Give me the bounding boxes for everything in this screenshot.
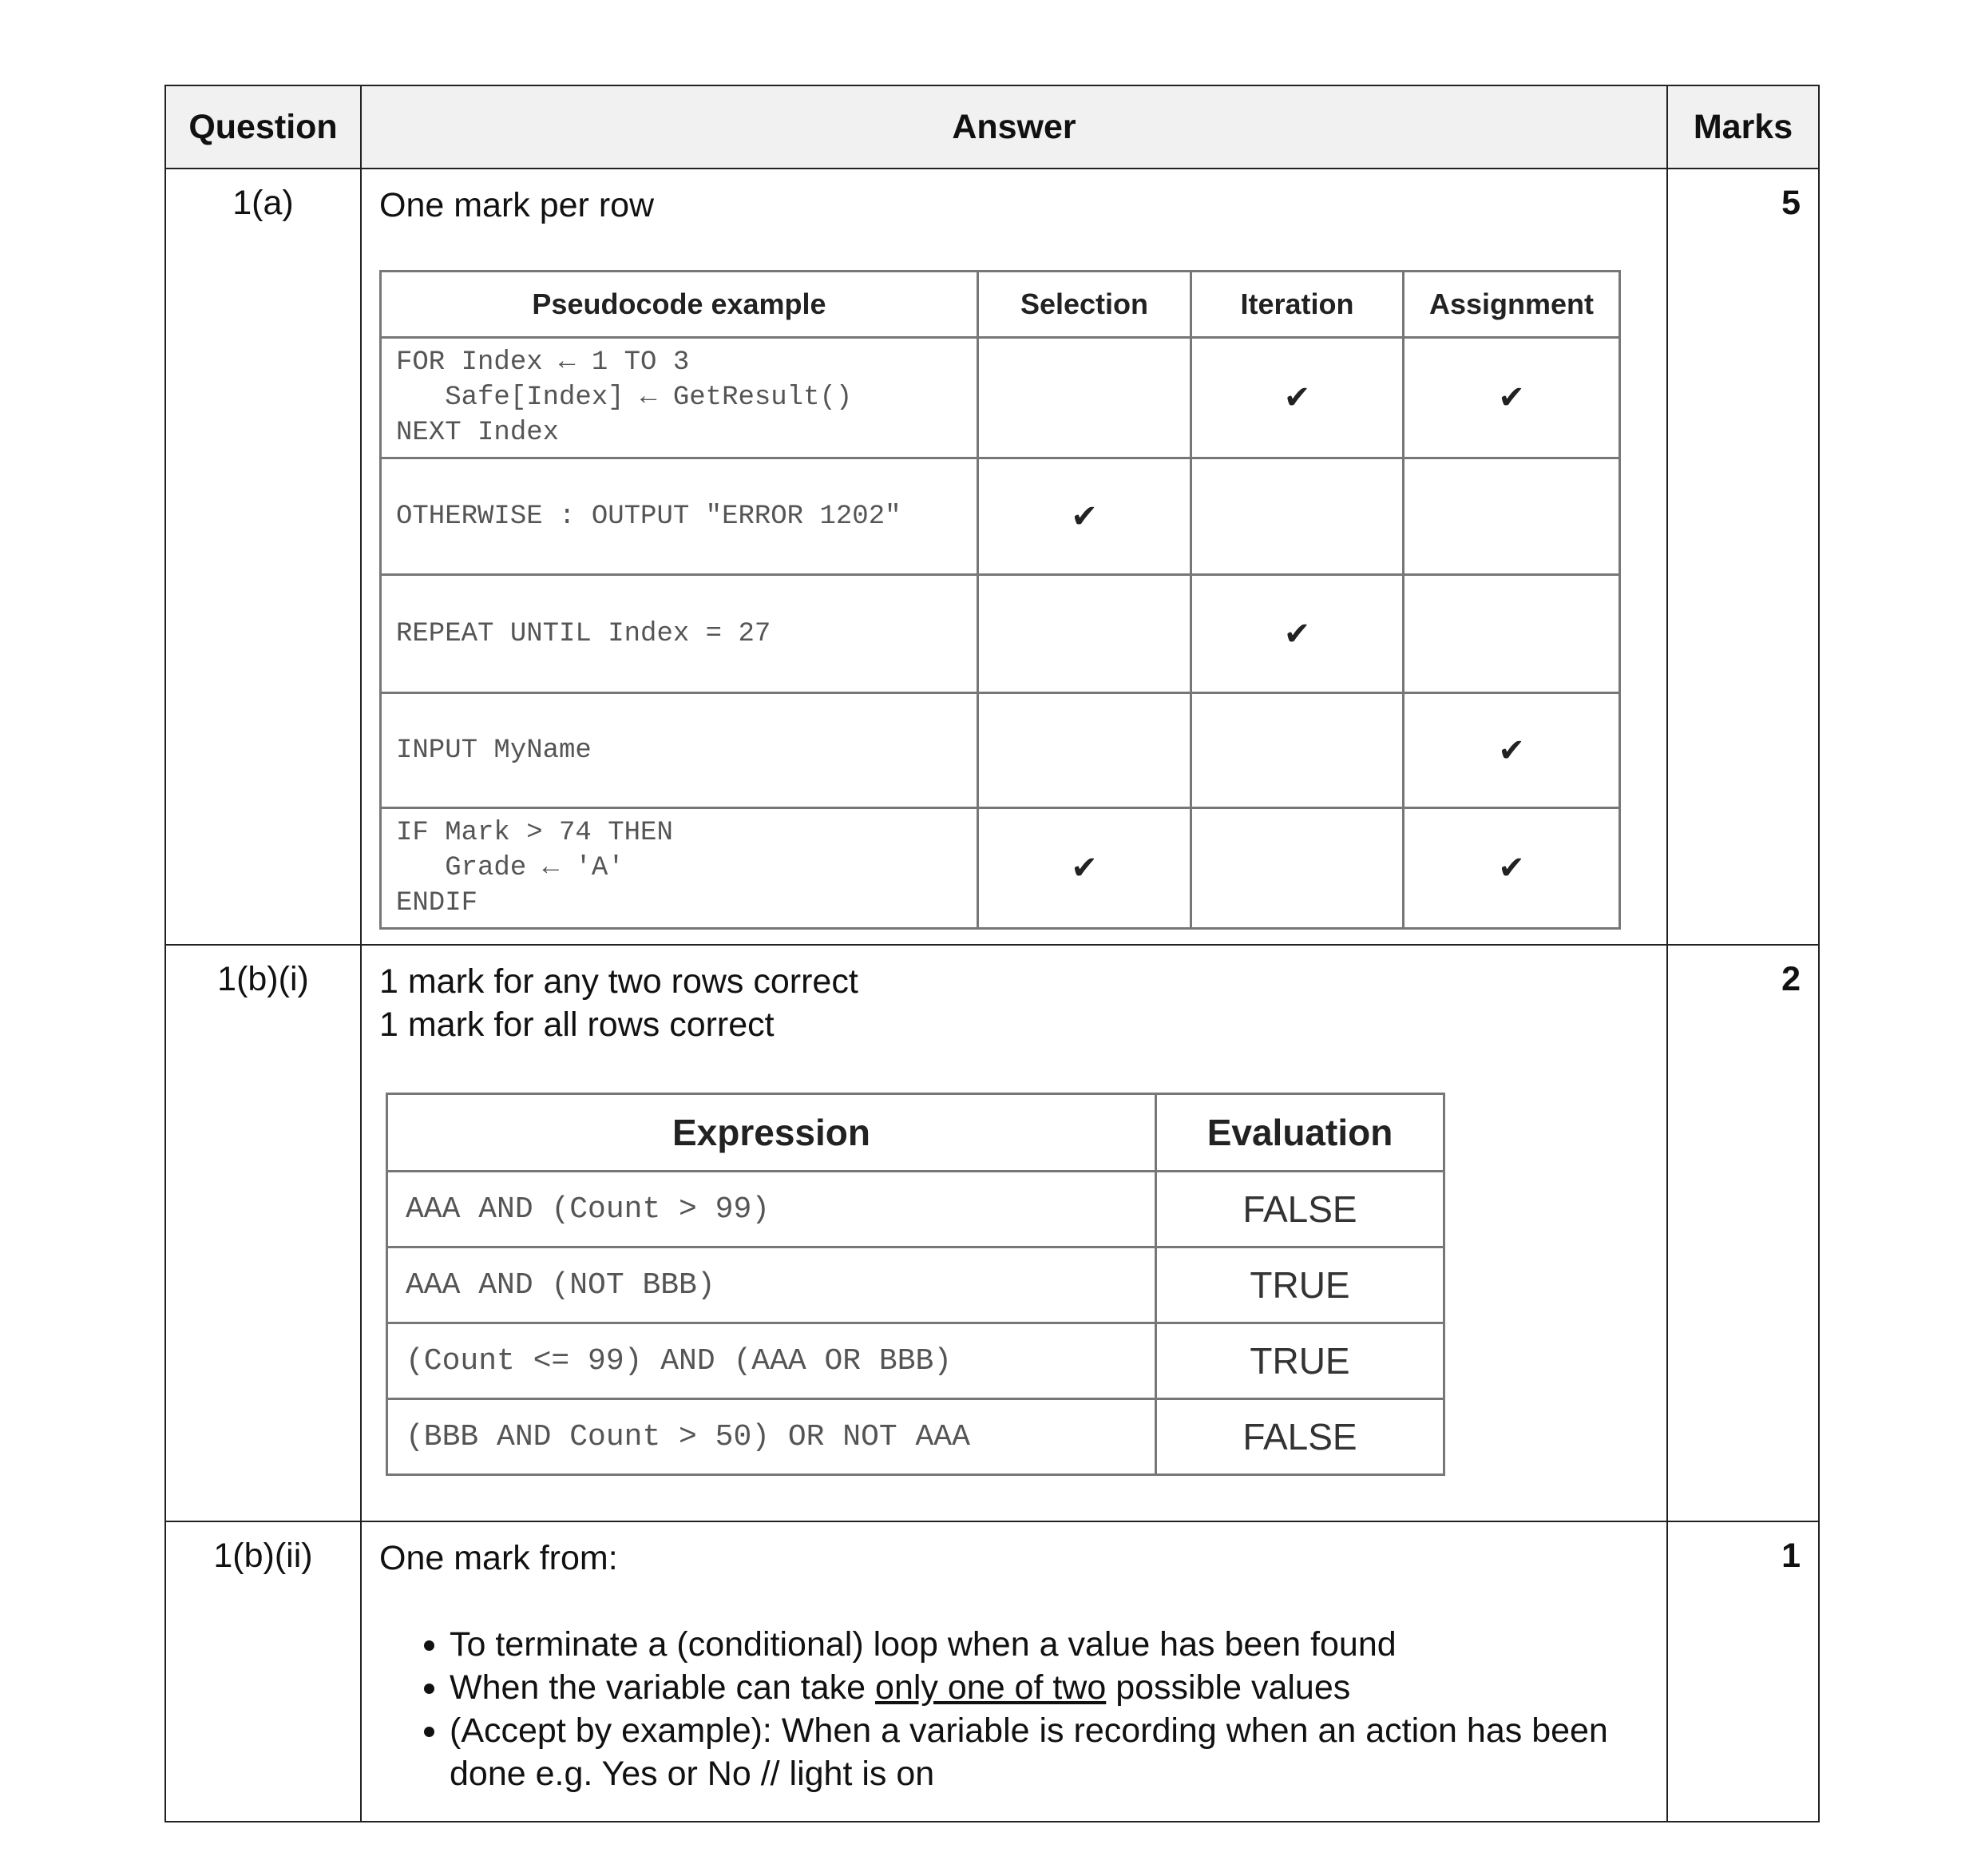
evaluation-cell: FALSE	[1156, 1399, 1444, 1475]
table-row	[381, 693, 1620, 808]
pseudocode-header-row	[381, 272, 1620, 338]
expression-cell: (Count <= 99) AND (AAA OR BBB)	[387, 1323, 1156, 1399]
answer-intro: One mark per row	[379, 186, 655, 224]
col-assignment: Assignment	[1404, 272, 1620, 338]
bullet-text: When the variable can take	[450, 1668, 876, 1707]
table-row	[387, 1172, 1444, 1247]
iteration-tick	[1191, 458, 1404, 575]
table-row	[381, 338, 1620, 458]
table-row	[387, 1399, 1444, 1475]
evaluation-cell: TRUE	[1156, 1247, 1444, 1323]
col-selection: Selection	[978, 272, 1191, 338]
answer-intro-line: 1 mark for any two rows correct	[379, 962, 858, 1001]
table-row-1bi	[165, 945, 1819, 1521]
assignment-tick	[1404, 458, 1620, 575]
assignment-tick: ✔	[1404, 808, 1620, 929]
header-row	[165, 85, 1819, 169]
evaluation-cell: TRUE	[1156, 1323, 1444, 1399]
table-row	[387, 1247, 1444, 1323]
list-item: • (Accept by example): When a variable is recording when an action has been done e.g. Yes or No // light is on	[450, 1709, 1649, 1795]
selection-tick	[978, 575, 1191, 693]
pseudocode-cell: OTHERWISE : OUTPUT "ERROR 1202"	[381, 458, 978, 575]
iteration-tick	[1191, 693, 1404, 808]
col-iteration: Iteration	[1191, 272, 1404, 338]
selection-tick	[978, 693, 1191, 808]
marks-value: 1	[1667, 1521, 1819, 1822]
list-item	[450, 1666, 1649, 1709]
table-row	[381, 808, 1620, 929]
header-marks: Marks	[1667, 85, 1819, 169]
iteration-tick: ✔	[1191, 338, 1404, 458]
col-expression: Expression	[387, 1094, 1156, 1172]
selection-tick: ✔	[978, 808, 1191, 929]
bullet-text: possible values	[1106, 1668, 1351, 1707]
underlined-text: only one of two	[875, 1668, 1107, 1707]
table-row-1bii	[165, 1521, 1819, 1822]
list-item: • To terminate a (conditional) loop when a value has been found	[450, 1623, 1649, 1666]
header-question: Question	[165, 85, 361, 169]
table-row	[381, 458, 1620, 575]
selection-tick: ✔	[978, 458, 1191, 575]
answer-bullet-list	[379, 1623, 1649, 1795]
col-evaluation: Evaluation	[1156, 1094, 1444, 1172]
iteration-tick: ✔	[1191, 575, 1404, 693]
pseudocode-cell: REPEAT UNTIL Index = 27	[381, 575, 978, 693]
iteration-tick	[1191, 808, 1404, 929]
answer-cell	[361, 945, 1667, 1521]
answer-cell	[361, 1521, 1667, 1822]
selection-tick	[978, 338, 1191, 458]
expression-table	[386, 1093, 1445, 1476]
assignment-tick: ✔	[1404, 693, 1620, 808]
assignment-tick	[1404, 575, 1620, 693]
answer-cell	[361, 169, 1667, 945]
assignment-tick: ✔	[1404, 338, 1620, 458]
table-row	[387, 1323, 1444, 1399]
answer-intro-line: 1 mark for all rows correct	[379, 1005, 775, 1044]
pseudocode-table	[379, 270, 1621, 930]
expression-cell: AAA AND (Count > 99)	[387, 1172, 1156, 1247]
mark-scheme-table	[164, 85, 1820, 1822]
pseudocode-cell: IF Mark > 74 THEN Grade ← 'A' ENDIF	[381, 808, 978, 929]
evaluation-cell: FALSE	[1156, 1172, 1444, 1247]
question-number: 1(b)(ii)	[165, 1521, 361, 1822]
marks-value: 2	[1667, 945, 1819, 1521]
pseudocode-cell: FOR Index ← 1 TO 3 Safe[Index] ← GetResult() NEXT Index	[381, 338, 978, 458]
marks-value: 5	[1667, 169, 1819, 945]
expression-header-row	[387, 1094, 1444, 1172]
table-row	[381, 575, 1620, 693]
header-answer: Answer	[361, 85, 1667, 169]
expression-cell: (BBB AND Count > 50) OR NOT AAA	[387, 1399, 1156, 1475]
expression-cell: AAA AND (NOT BBB)	[387, 1247, 1156, 1323]
pseudocode-cell: INPUT MyName	[381, 693, 978, 808]
answer-intro: One mark from:	[379, 1539, 618, 1577]
question-number: 1(a)	[165, 169, 361, 945]
table-row-1a	[165, 169, 1819, 945]
col-pseudocode-example: Pseudocode example	[381, 272, 978, 338]
question-number: 1(b)(i)	[165, 945, 361, 1521]
